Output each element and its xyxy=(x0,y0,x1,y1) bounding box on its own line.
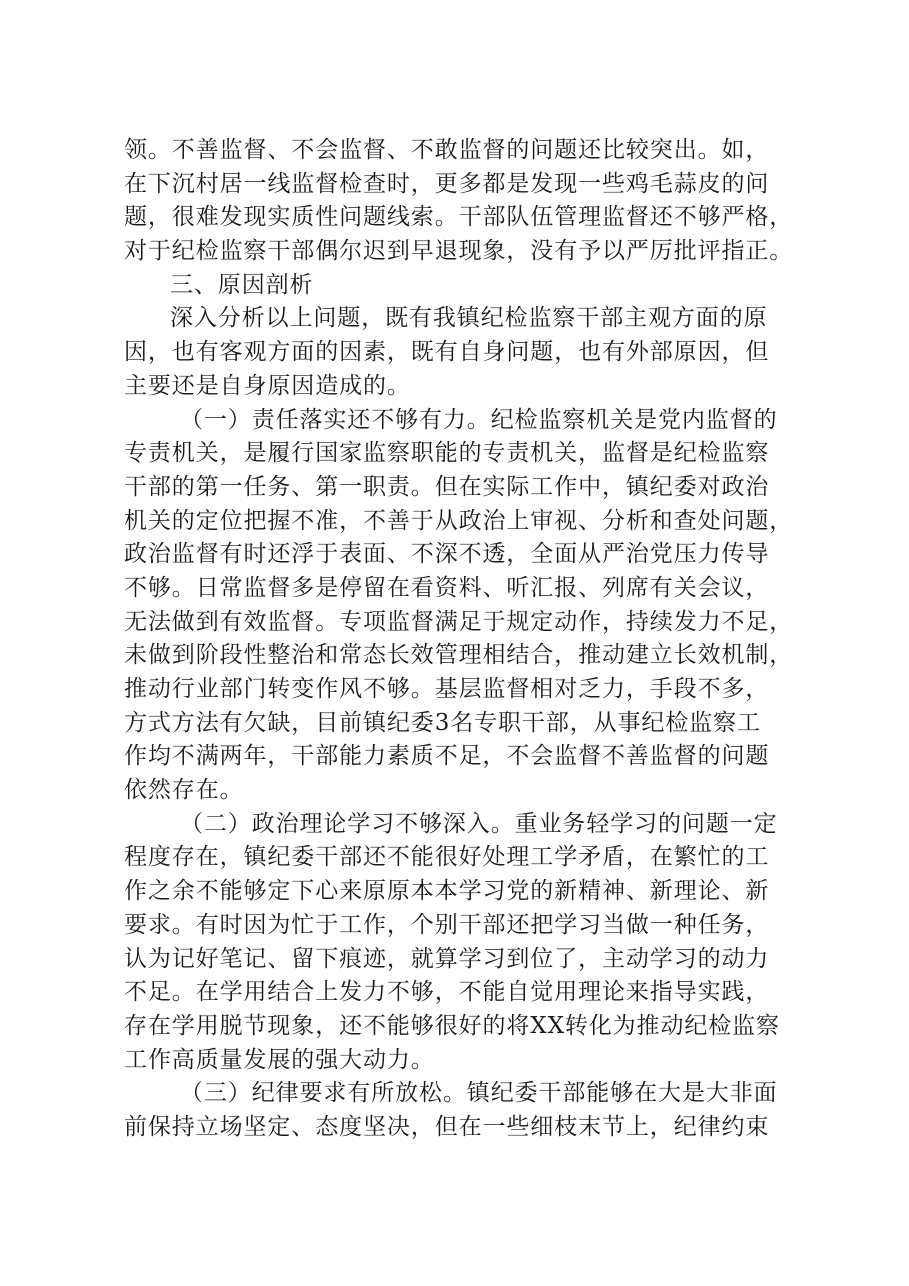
paragraph xyxy=(124,808,800,1078)
text-line: 主要还是自身原因造成的。 xyxy=(124,372,411,399)
text-line: 要求。有时因为忙于工作，个别干部还把学习当做一种任务， xyxy=(124,911,770,938)
text-line: 政治监督有时还浮于表面、不深不透，全面从严治党压力传导 xyxy=(124,541,770,568)
text-line: （三）纪律要求有所放松。镇纪委干部能够在大是大非面 xyxy=(180,1080,778,1107)
paragraph xyxy=(124,134,800,269)
text-line: 机关的定位把握不准，不善于从政治上审视、分析和查处问题， xyxy=(124,507,794,534)
text-line: 工作高质量发展的强大动力。 xyxy=(124,1046,435,1073)
text-line: 题，很难发现实质性问题线索。干部队伍管理监督还不够严格， xyxy=(124,204,794,231)
text-line: 不够。日常监督多是停留在看资料、听汇报、列席有关会议， xyxy=(124,574,770,601)
text-line: （二）政治理论学习不够深入。重业务轻学习的问题一定 xyxy=(180,810,778,837)
text-line: 认为记好笔记、留下痕迹，就算学习到位了，主动学习的动力 xyxy=(124,945,770,972)
paragraph xyxy=(124,1077,800,1144)
text-line: 推动行业部门转变作风不够。基层监督相对乏力，手段不多， xyxy=(124,676,770,702)
text-line: 存在学用脱节现象，还不能够很好的将XX转化为推动纪检监察 xyxy=(124,1012,780,1039)
text-line: 领。不善监督、不会监督、不敢监督的问题还比较突出。如， xyxy=(124,137,770,163)
text-line: （一）责任落实还不够有力。纪检监察机关是党内监督的 xyxy=(180,406,778,433)
document-page xyxy=(124,134,800,1145)
text-line: 未做到阶段性整治和常态长效管理相结合，推动建立长效机制， xyxy=(124,642,794,669)
text-line: 不足。在学用结合上发力不够，不能自觉用理论来指导实践， xyxy=(124,979,770,1006)
text-line: 三、原因剖析 xyxy=(170,271,314,298)
text-line: 程度存在，镇纪委干部还不能很好处理工学矛盾，在繁忙的工 xyxy=(124,844,770,871)
text-line: 对于纪检监察干部偶尔迟到早退现象，没有予以严厉批评指正。 xyxy=(124,238,794,265)
text-line: 依然存在。 xyxy=(124,777,244,804)
text-line: 无法做到有效监督。专项监督满足于规定动作，持续发力不足， xyxy=(124,608,794,635)
paragraph xyxy=(124,404,800,808)
paragraph xyxy=(124,302,800,403)
text-line: 干部的第一任务、第一职责。但在实际工作中，镇纪委对政治 xyxy=(124,473,770,500)
text-line: 作均不满两年，干部能力素质不足，不会监督不善监督的问题 xyxy=(124,743,770,770)
text-line: 作之余不能够定下心来原原本本学习党的新精神、新理论、新 xyxy=(124,878,770,905)
text-line: 因，也有客观方面的因素，既有自身问题，也有外部原因，但 xyxy=(124,339,770,366)
text-line: 深入分析以上问题，既有我镇纪检监察干部主观方面的原 xyxy=(170,305,768,332)
text-line: 方式方法有欠缺，目前镇纪委3名专职干部，从事纪检监察工 xyxy=(124,709,761,736)
section-heading xyxy=(124,269,800,303)
text-line: 在下沉村居一线监督检查时，更多都是发现一些鸡毛蒜皮的问 xyxy=(124,170,770,197)
text-line: 前保持立场坚定、态度坚决，但在一些细枝末节上，纪律约束 xyxy=(124,1113,770,1140)
text-line: 专责机关，是履行国家监察职能的专责机关，监督是纪检监察 xyxy=(124,440,770,467)
